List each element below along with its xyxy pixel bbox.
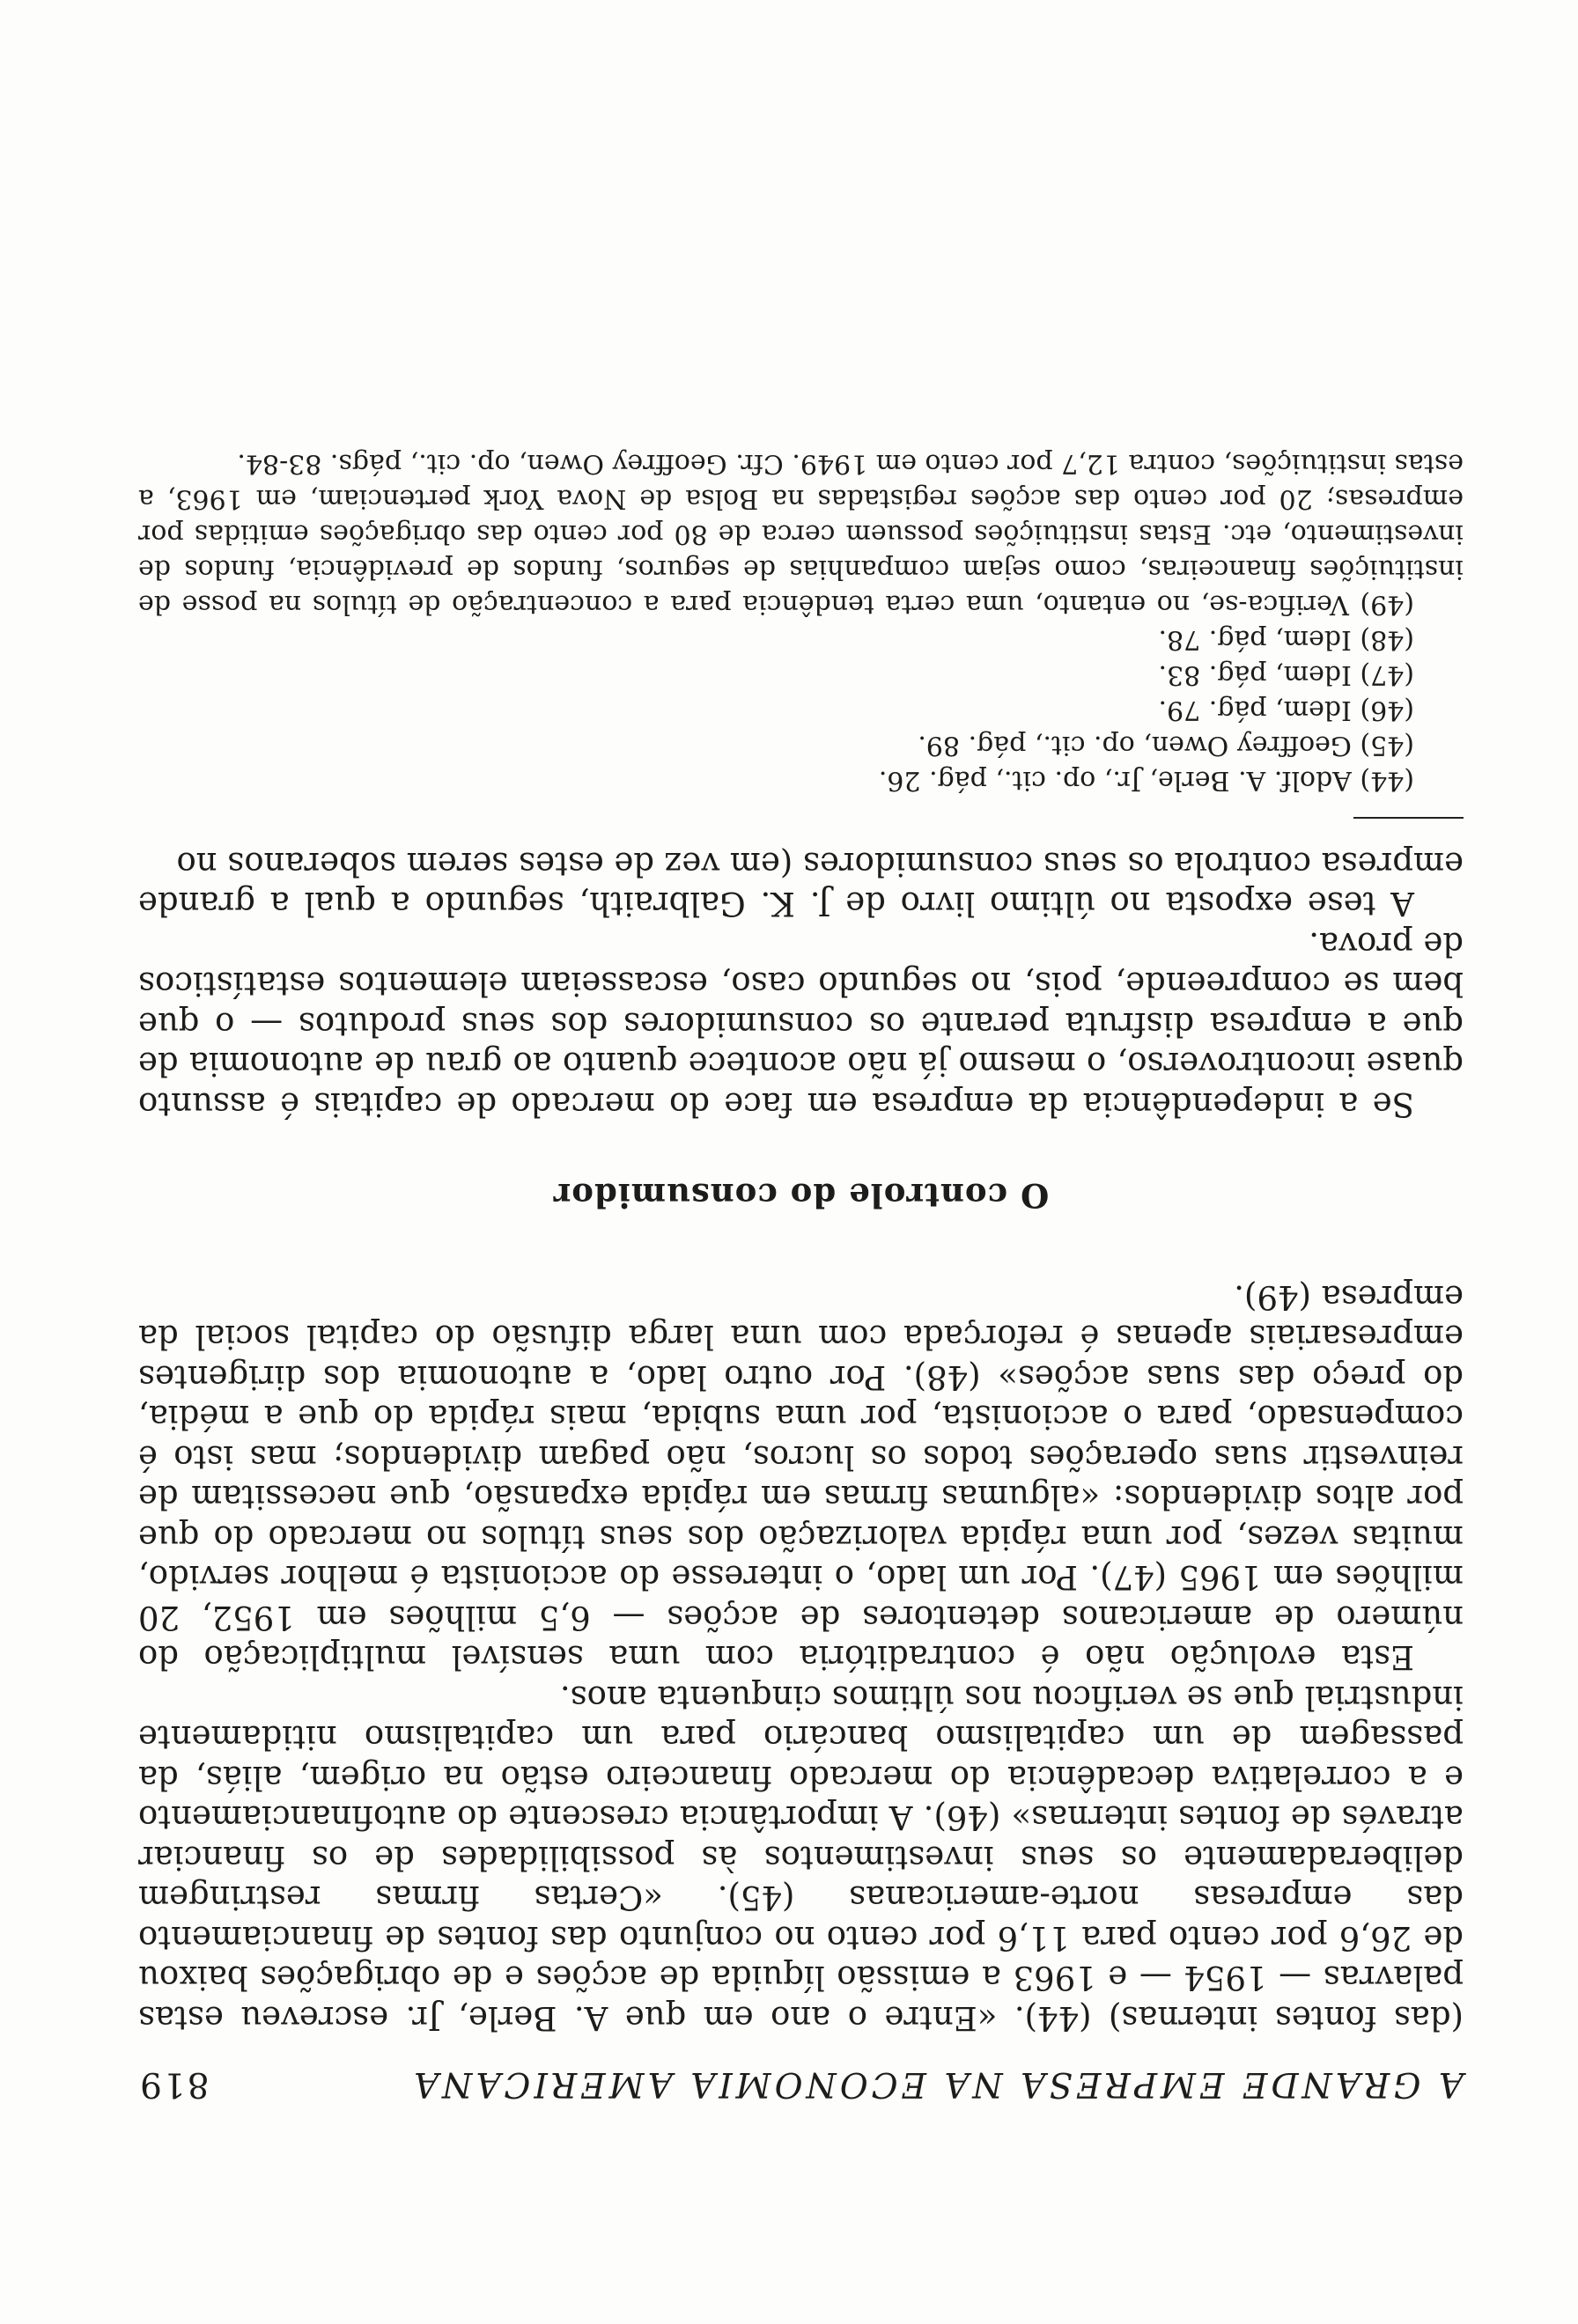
page-number: 819 — [138, 2064, 210, 2104]
footnotes — [138, 446, 1464, 798]
footnote: (49) Verifica-se, no entanto, uma certa tendência para a concentração de títulos na posse de instituições financeiras, como sejam companhias de seguros, fundos de previdência, fundos de investimento, etc. Estas instituições possuem cerca de 80 por cento das obrigações emitidas por empresas; 20 por cento das acções registadas na Bolsa de Nova York pertenciam, em 1963, a estas instituições, contra 12,7 por cento em 1949. Cfr. Geoffrey Owen, op. cit., págs. 83-84. — [138, 448, 1464, 621]
footnote: (44) Adolf. A. Berle, Jr., op. cit., pág. 26. — [878, 765, 1414, 797]
paragraph: A tese exposta no último livro de J. K. Galbraith, segundo a qual a grande empresa controla os seus consumidores (em vez de estes serem soberanos no — [138, 845, 1464, 923]
running-header — [138, 2064, 1464, 2104]
section-heading: O controle do consumidor — [552, 1176, 1050, 1216]
footnote: (46) Idem, pág. 79. — [1158, 695, 1414, 726]
footnote: (45) Geoffrey Owen, op. cit., pág. 89. — [918, 730, 1414, 761]
body-text — [138, 446, 1464, 2039]
footnote-divider — [1353, 818, 1464, 820]
paragraph-continued: (das fontes internas) (44). «Entre o ano em que A. Berle, Jr. escreveu estas palavras — 1954 — e 1963 a emissão líquida de acções e de obrigações baixou de 26,6 por cento para 11,6 por cento no conjunto das fontes de financiamento das empresas norte-americanas (45). «Certas firmas restringem deliberadamente os seus investimentos às possibilidades de os financiar através de fontes internas» (46). A importância crescente do autofinanciamento e a correlativa decadência do mercado financeiro estão na origem, aliás, da passagem de um capitalismo bancário para um capitalismo nitidamente industrial que se verificou nos últimos cinquenta anos. — [138, 1679, 1464, 2037]
paragraph: Se a independência da empresa em face do mercado de capitais é assunto quase incontroverso, o mesmo já não acontece quanto ao grau de autonomia de que a empresa disfruta perante os consumidores dos seus produtos — o que bem se compreende, pois, no segundo caso, escasseiam elementos estatísticos de prova. — [138, 925, 1464, 1123]
footnote: (48) Idem, pág. 78. — [1158, 624, 1414, 656]
running-title: A GRANDE EMPRESA NA ECONOMIA AMERICANA — [410, 2064, 1464, 2104]
paragraph: Esta evolução não é contraditória com uma sensível multiplicação do número de americanos detentores de acções — 6,5 milhões em 1952, 20 milhões em 1965 (47). Por um lado, o interesse do accionista é melhor servido, muitas vezes, por uma rápida valorização dos seus títulos no mercado do que por altos dividendos: «algumas firmas em rápida expansão, que necessitam de reinvestir suas operações todos os lucros, não pagam dividendos; mas isto é compensado, para o accionista, por uma subida, mais rápida do que a média, do preço das suas acções» (48). Por outro lado, a autonomia dos dirigentes empresariais apenas é reforçada com uma larga difusão do capital social da empresa (49). — [138, 1278, 1464, 1677]
footnote: (47) Idem, pág. 83. — [1158, 659, 1414, 691]
